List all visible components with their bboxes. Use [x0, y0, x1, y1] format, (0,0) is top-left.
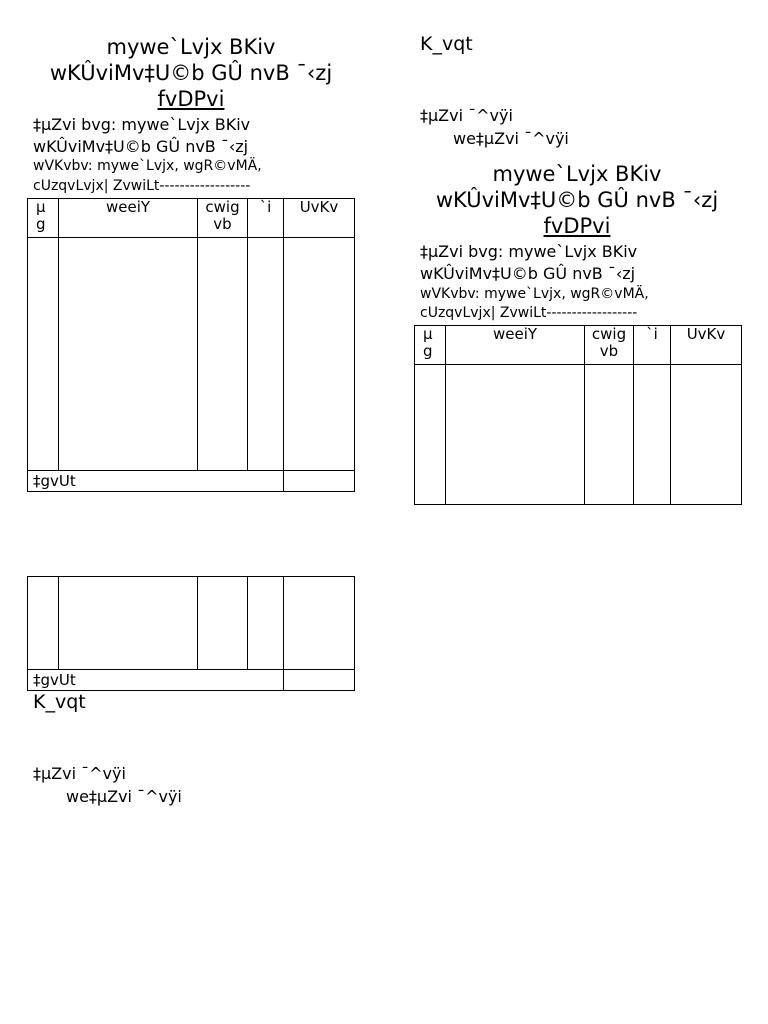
memo-left-header — [28, 34, 354, 112]
school-name-line2: wKÛviMv‡U©b GÛ nvB ¯‹zj — [435, 188, 719, 212]
col-description: weeiY — [59, 199, 198, 238]
table-total-row — [28, 670, 355, 691]
col-quantity: cwig vb — [585, 326, 634, 365]
table-header-row — [28, 199, 355, 238]
total-label: ‡gvUt — [28, 670, 284, 691]
buyer-name-line1: ‡µZvi bvg: mywe`Lvjx BKiv — [420, 242, 638, 261]
school-name: mywe`Lvjx BKiv — [492, 162, 662, 186]
buyer-signature-label: ‡µZvi ¯^vÿi — [420, 106, 513, 125]
address-line2: cUzqvLvjx| ZvwiLt------------------ — [420, 305, 638, 321]
col-description: weeiY — [446, 326, 585, 365]
table-body-row — [28, 238, 355, 471]
total-amount — [284, 670, 355, 691]
seller-signature-label: we‡µZvi ¯^vÿi — [453, 129, 569, 148]
school-name: mywe`Lvjx BKiv — [106, 35, 276, 59]
address-line1: wVKvbv: mywe`Lvjx, wgR©vMÄ, — [33, 158, 262, 174]
in-words-label: K_vqt — [420, 33, 473, 55]
table-body-row — [415, 365, 742, 505]
col-amount: UvKv — [284, 199, 355, 238]
buyer-name-line2: wKÛviMv‡U©b GÛ nvB ¯‹zj — [420, 264, 636, 283]
voucher-title: fvDPvi — [543, 214, 611, 238]
col-amount: UvKv — [671, 326, 742, 365]
table-total-row — [28, 471, 355, 492]
total-amount — [284, 471, 355, 492]
voucher-title: fvDPvi — [157, 87, 225, 111]
address-line2: cUzqvLvjx| ZvwiLt------------------ — [33, 178, 251, 194]
memo-right-header — [414, 161, 740, 239]
col-rate: `i — [248, 199, 284, 238]
memo-left-continued-table — [27, 576, 355, 691]
buyer-name-line2: wKÛviMv‡U©b GÛ nvB ¯‹zj — [33, 137, 249, 156]
col-rate: `i — [634, 326, 671, 365]
total-label: ‡gvUt — [28, 471, 284, 492]
col-serial: µ g — [415, 326, 446, 365]
seller-signature-label: we‡µZvi ¯^vÿi — [66, 787, 182, 806]
memo-right-table — [414, 325, 742, 505]
memo-left-table — [27, 198, 355, 492]
buyer-name-line1: ‡µZvi bvg: mywe`Lvjx BKiv — [33, 115, 251, 134]
school-name-line2: wKÛviMv‡U©b GÛ nvB ¯‹zj — [49, 61, 333, 85]
buyer-signature-label: ‡µZvi ¯^vÿi — [33, 764, 126, 783]
col-quantity: cwig vb — [198, 199, 248, 238]
col-serial: µ g — [28, 199, 59, 238]
table-header-row — [415, 326, 742, 365]
address-line1: wVKvbv: mywe`Lvjx, wgR©vMÄ, — [420, 286, 649, 302]
in-words-label: K_vqt — [33, 691, 86, 713]
table-body-row — [28, 577, 355, 670]
